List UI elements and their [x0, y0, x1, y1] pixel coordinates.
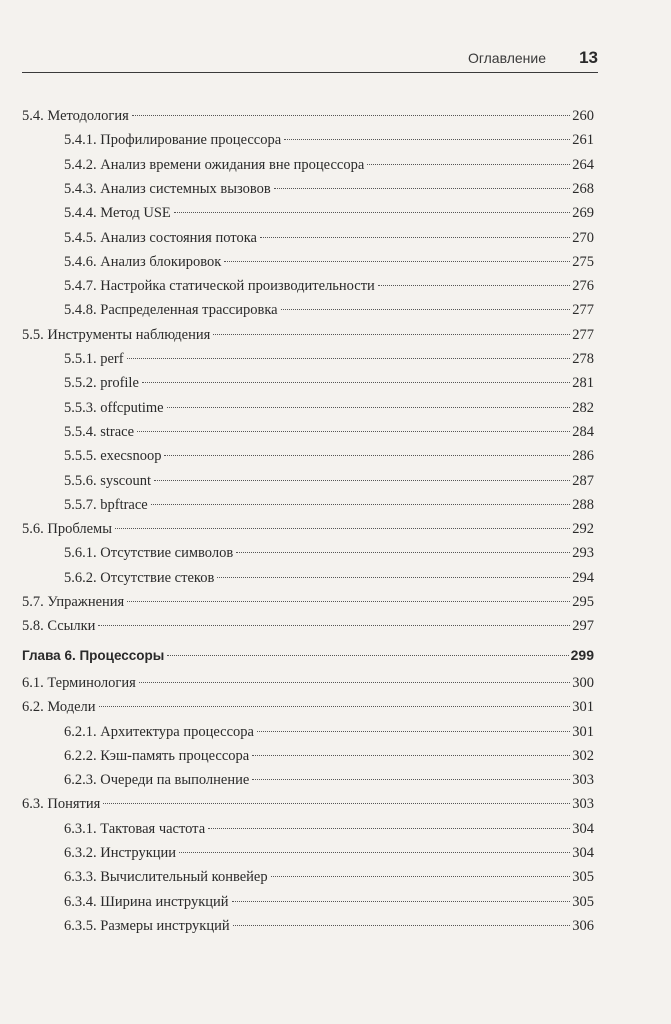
toc-entry-page: 303 — [572, 796, 594, 813]
toc-entry-page: 278 — [572, 351, 594, 367]
toc-entry-label: Глава 6. Процессоры — [22, 647, 165, 663]
toc-entry-page: 294 — [572, 569, 594, 586]
toc-entry-label: 5.4.5. Анализ состояния потока — [64, 229, 257, 246]
dot-leader — [174, 212, 570, 213]
page-header — [22, 48, 598, 72]
toc-entry — [22, 517, 594, 541]
toc-entry-label: 6.3.1. Тактовая частота — [64, 820, 206, 837]
dot-leader — [164, 455, 570, 456]
dot-leader — [167, 655, 568, 656]
dot-leader — [260, 237, 570, 238]
toc-entry-label: 5.4. Методология — [22, 108, 129, 124]
toc-entry — [22, 493, 594, 517]
toc-entry — [22, 323, 594, 347]
toc-entry-page: 300 — [572, 674, 594, 691]
dot-leader — [208, 828, 570, 829]
toc-entry — [22, 226, 594, 250]
toc-entry-page: 293 — [572, 545, 594, 562]
dot-leader — [167, 407, 571, 408]
toc-entry-page: 305 — [572, 869, 594, 886]
dot-leader — [213, 334, 570, 335]
toc-entry — [22, 817, 594, 841]
toc-entry-page: 299 — [570, 646, 594, 663]
toc-entry-label: 5.5.6. syscount — [64, 472, 151, 489]
toc-entry-label: 6.2.3. Очереди па выполнение — [64, 772, 250, 789]
toc-entry-page: 277 — [572, 302, 594, 319]
dot-leader — [142, 382, 570, 383]
toc-entry-page: 269 — [572, 205, 594, 222]
dot-leader — [179, 852, 570, 853]
toc-entry — [22, 444, 594, 468]
toc-entry — [22, 614, 594, 638]
toc-entry-page: 304 — [572, 820, 594, 837]
toc-entry-label: 5.4.2. Анализ времени ожидания вне процессора — [64, 156, 365, 173]
toc-entry — [22, 371, 594, 395]
toc-entry — [22, 671, 594, 695]
toc-entry-page: 292 — [572, 521, 594, 538]
dot-leader — [233, 925, 571, 926]
toc-entry-page: 288 — [572, 496, 594, 513]
dot-leader — [132, 115, 570, 116]
toc-entry-page: 268 — [572, 180, 594, 197]
toc-entry — [22, 274, 594, 298]
toc-entry — [22, 128, 594, 152]
toc-entry-label: 6.2.1. Архитектура процессора — [64, 723, 254, 740]
toc-entry — [22, 914, 594, 938]
toc-entry-page: 297 — [572, 618, 594, 635]
toc-entry-label: 5.4.3. Анализ системных вызовов — [64, 180, 271, 197]
header-rule — [22, 72, 598, 73]
running-header-title: Оглавление — [467, 50, 546, 66]
toc-entry-page: 302 — [572, 747, 594, 764]
toc-entry-label: 5.6.2. Отсутствие стеков — [64, 569, 215, 586]
toc-entry-page: 261 — [572, 132, 594, 149]
dot-leader — [217, 577, 570, 578]
toc-entry — [22, 695, 594, 719]
toc-entry-page: 306 — [572, 917, 594, 934]
toc-entry-page: 270 — [572, 229, 594, 246]
toc-entry-label: 5.5.3. offcputime — [64, 399, 164, 416]
toc-entry — [22, 153, 594, 177]
toc-entry-label: 5.5. Инструменты наблюдения — [22, 326, 211, 343]
dot-leader — [284, 139, 570, 140]
toc-entry-label: 6.3.3. Вычислительный конвейер — [64, 869, 268, 886]
toc-entry — [22, 744, 594, 768]
toc-entry — [22, 720, 594, 744]
dot-leader — [281, 309, 571, 310]
toc-entry-label: 6.2.2. Кэш-память процессора — [64, 747, 250, 764]
toc-entry-label: 6.3.2. Инструкции — [64, 845, 177, 861]
dot-leader — [367, 164, 570, 165]
toc-entry — [22, 590, 594, 614]
toc-entry-label: 5.4.4. Метод USE — [64, 205, 171, 222]
dot-leader — [378, 285, 570, 286]
toc-entry-page: 281 — [572, 375, 594, 392]
dot-leader — [224, 261, 570, 262]
toc-entry-page: 277 — [572, 326, 594, 343]
toc-entry-page: 276 — [572, 278, 594, 295]
page-number: 13 — [579, 48, 598, 67]
toc-entry — [22, 347, 594, 371]
dot-leader — [232, 901, 571, 902]
toc-entry-label: 5.4.1. Профилирование процессора — [64, 132, 282, 149]
toc-entry — [22, 865, 594, 889]
dot-leader — [271, 876, 571, 877]
dot-leader — [151, 504, 571, 505]
toc-entry-label: 5.4.8. Распределенная трассировка — [64, 302, 278, 319]
toc-entry — [22, 250, 594, 274]
toc-entry-page: 301 — [572, 723, 594, 740]
dot-leader — [236, 552, 570, 553]
toc-entry — [22, 566, 594, 590]
toc-entry-label: 6.3.5. Размеры инструкций — [64, 917, 230, 934]
toc-entry-label: 6.1. Терминология — [22, 674, 136, 691]
toc-entry-label: 5.5.7. bpftrace — [64, 496, 148, 513]
toc-entry-label: 5.7. Упражнения — [22, 594, 125, 610]
dot-leader — [115, 528, 570, 529]
toc-entry — [22, 541, 594, 565]
toc-entry — [22, 396, 594, 420]
dot-leader — [99, 706, 571, 707]
toc-entry — [22, 104, 594, 128]
toc-entry — [22, 890, 594, 914]
toc-entry-page: 264 — [572, 156, 594, 173]
toc-entry — [22, 177, 594, 201]
dot-leader — [127, 358, 571, 359]
dot-leader — [257, 731, 570, 732]
toc-entry-page: 282 — [572, 399, 594, 416]
toc-entry — [22, 792, 594, 816]
toc-entry — [22, 420, 594, 444]
toc-chapter-entry — [22, 643, 594, 667]
dot-leader — [103, 803, 570, 804]
dot-leader — [252, 779, 570, 780]
toc-entry-label: 5.5.2. profile — [64, 375, 139, 392]
toc-entry-label: 6.3.4. Ширина инструкций — [64, 893, 229, 910]
toc-entry-label: 6.2. Модели — [22, 699, 96, 716]
toc-entry-label: 5.4.7. Настройка статической производительности — [64, 278, 375, 295]
toc-entry — [22, 469, 594, 493]
dot-leader — [127, 601, 570, 602]
toc-entry — [22, 201, 594, 225]
toc-entry-label: 5.6. Проблемы — [22, 521, 112, 538]
toc-entry-label: 5.5.5. execsnoop — [64, 448, 162, 465]
toc-entry — [22, 768, 594, 792]
toc-entry-label: 5.8. Ссылки — [22, 618, 96, 635]
toc-entry-page: 305 — [572, 893, 594, 910]
toc-entry-page: 303 — [572, 772, 594, 789]
dot-leader — [252, 755, 570, 756]
toc-entry-label: 5.5.4. strace — [64, 423, 135, 440]
dot-leader — [137, 431, 570, 432]
dot-leader — [139, 682, 570, 683]
toc-entry-page: 260 — [572, 108, 594, 124]
toc-entry-label: 5.4.6. Анализ блокировок — [64, 253, 222, 270]
toc-entry — [22, 298, 594, 322]
toc-entry-page: 295 — [572, 594, 594, 610]
toc-entry-page: 284 — [572, 423, 594, 440]
toc-entry-label: 5.5.1. perf — [64, 351, 124, 367]
toc-entry-page: 275 — [572, 253, 594, 270]
dot-leader — [274, 188, 571, 189]
toc-entry-label: 5.6.1. Отсутствие символов — [64, 545, 234, 562]
dot-leader — [154, 480, 570, 481]
toc-entry-page: 287 — [572, 472, 594, 489]
toc-entry-label: 6.3. Понятия — [22, 796, 101, 813]
toc-entry-page: 286 — [572, 448, 594, 465]
dot-leader — [98, 625, 570, 626]
toc-entry — [22, 841, 594, 865]
toc-entry-page: 301 — [572, 699, 594, 716]
toc-entry-page: 304 — [572, 845, 594, 861]
